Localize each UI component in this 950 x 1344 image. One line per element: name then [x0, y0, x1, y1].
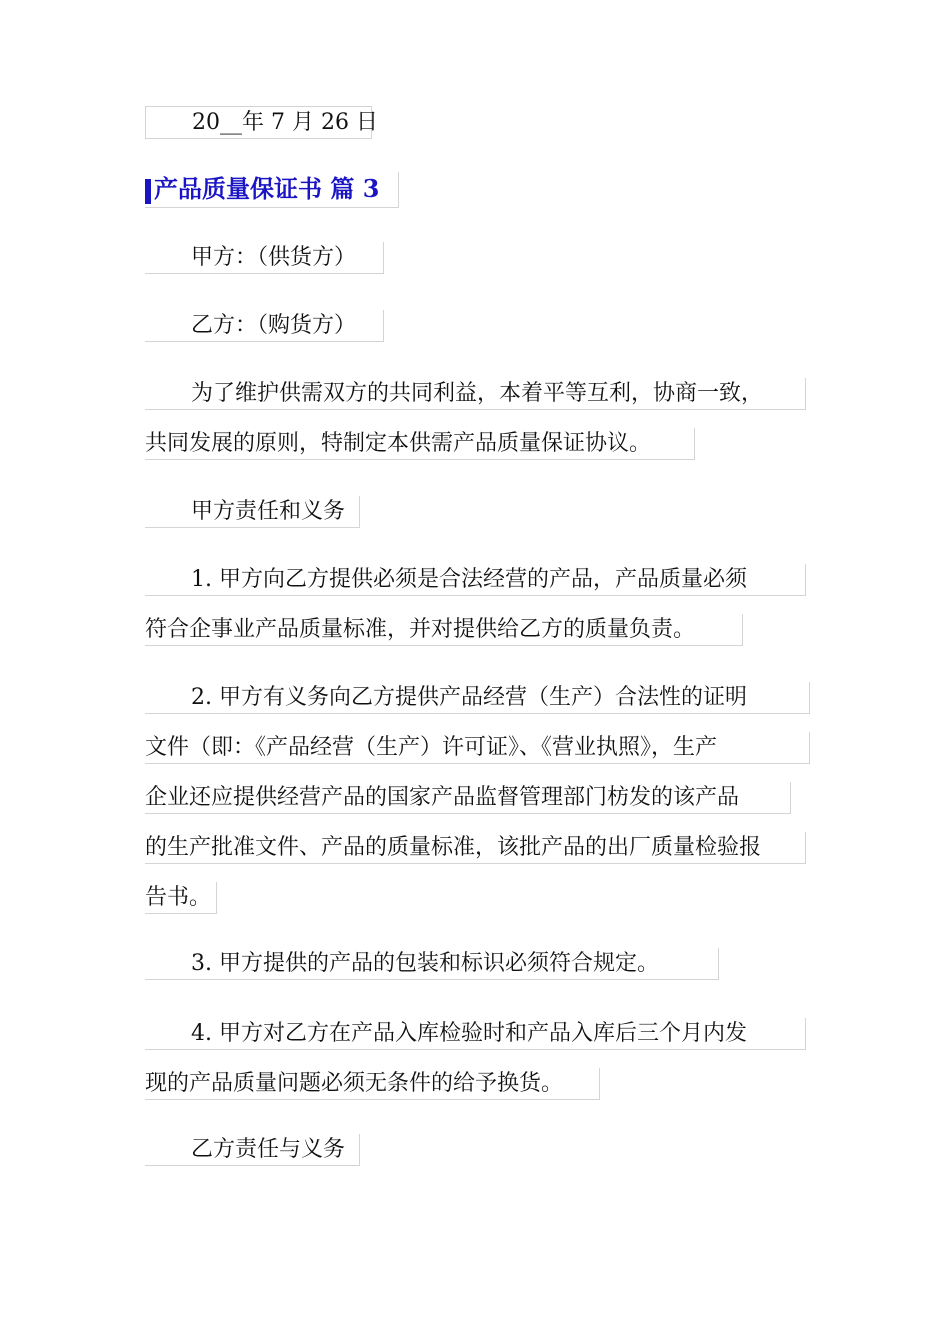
clause2-line-2: 文件（即：《产品经营（生产）许可证》、《营业执照》，生产 [145, 732, 810, 764]
clause4-line-1: 4. 甲方对乙方在产品入库检验时和产品入库后三个月内发 [145, 1018, 806, 1050]
party-b-line: 乙方：（购货方） [145, 310, 384, 342]
intro-line-2: 共同发展的原则，特制定本供需产品质量保证协议。 [145, 428, 695, 460]
section-heading-text: 产品质量保证书 篇 3 [154, 174, 380, 203]
clause2-line-3: 企业还应提供经营产品的国家产品监督管理部门枋发的该产品 [145, 782, 791, 814]
party-a-line: 甲方：（供货方） [145, 242, 384, 274]
heading-marker [145, 179, 151, 204]
clause3-line-1: 3. 甲方提供的产品的包装和标识必须符合规定。 [145, 948, 719, 980]
party-b-duties-title: 乙方责任与义务 [145, 1134, 360, 1166]
section-heading [145, 172, 399, 208]
clause2-line-1: 2. 甲方有义务向乙方提供产品经营（生产）合法性的证明 [145, 682, 810, 714]
clause2-line-4: 的生产批准文件、产品的质量标准，该批产品的出厂质量检验报 [145, 832, 806, 864]
intro-line-1: 为了维护供需双方的共同利益，本着平等互利，协商一致， [145, 378, 806, 410]
clause1-line-1: 1. 甲方向乙方提供必须是合法经营的产品，产品质量必须 [145, 564, 806, 596]
clause1-line-2: 符合企事业产品质量标准，并对提供给乙方的质量负责。 [145, 614, 743, 646]
clause2-line-5: 告书。 [145, 882, 217, 914]
date-line: 20__年 7 月 26 日 [145, 106, 372, 139]
clause4-line-2: 现的产品质量问题必须无条件的给予换货。 [145, 1068, 600, 1100]
party-a-duties-title: 甲方责任和义务 [145, 496, 360, 528]
